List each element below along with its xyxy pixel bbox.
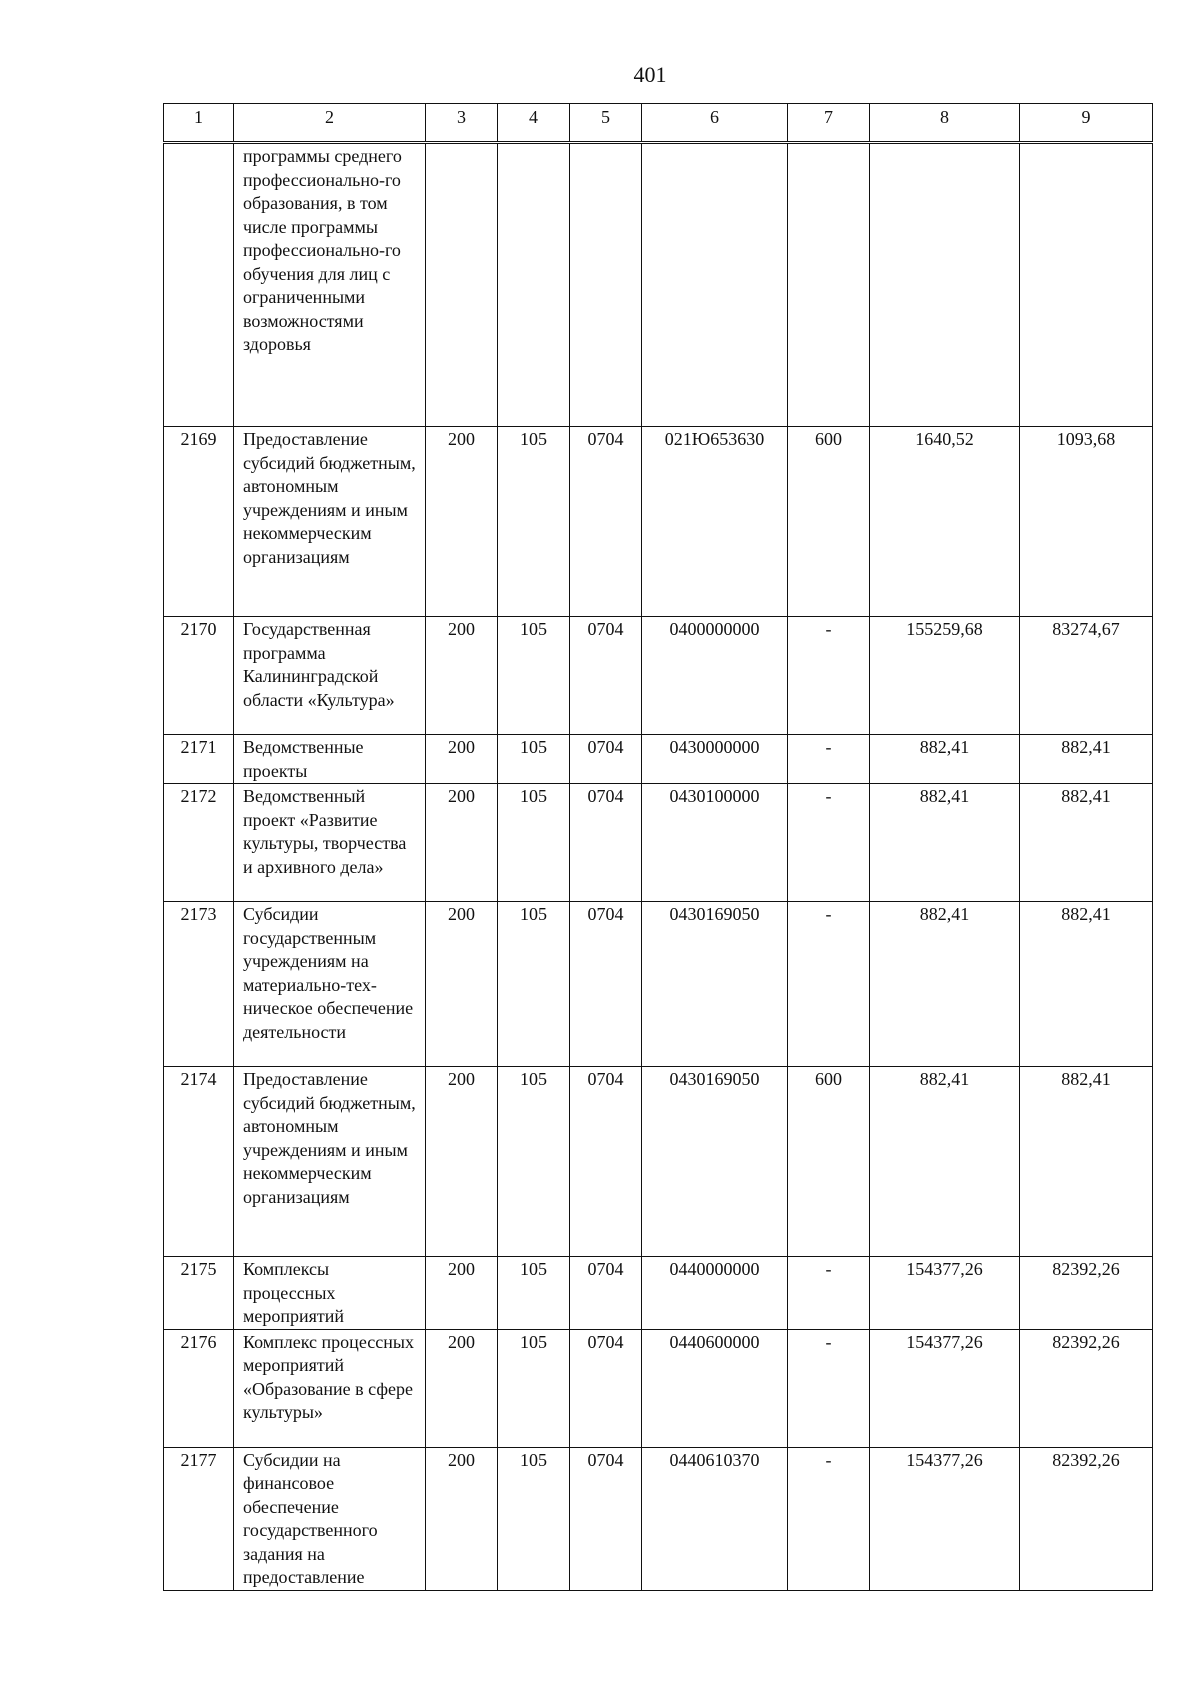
table-row (164, 1447, 1153, 1590)
cell-col5: 0704 (570, 617, 642, 735)
cell-col4: 105 (498, 1257, 570, 1330)
cell-col5 (570, 143, 642, 427)
cell-col8 (870, 143, 1020, 427)
cell-col6: 0430000000 (642, 735, 788, 784)
cell-col5: 0704 (570, 1067, 642, 1257)
cell-col4: 105 (498, 617, 570, 735)
table-row (164, 427, 1153, 617)
cell-col9: 83274,67 (1020, 617, 1153, 735)
table-row (164, 902, 1153, 1067)
cell-col7: - (788, 735, 870, 784)
cell-col5: 0704 (570, 1257, 642, 1330)
row-number: 2173 (164, 902, 234, 1067)
row-number: 2172 (164, 784, 234, 902)
table-row (164, 143, 1153, 427)
table-row (164, 1257, 1153, 1330)
cell-col3: 200 (426, 1447, 498, 1590)
cell-col8: 154377,26 (870, 1257, 1020, 1330)
row-number: 2177 (164, 1447, 234, 1590)
page-number: 401 (633, 62, 667, 87)
column-header: 3 (426, 104, 498, 143)
cell-col6 (642, 143, 788, 427)
row-number (164, 143, 234, 427)
cell-col3: 200 (426, 427, 498, 617)
row-number: 2176 (164, 1329, 234, 1447)
cell-col7: - (788, 1447, 870, 1590)
cell-col8: 155259,68 (870, 617, 1020, 735)
table-row (164, 617, 1153, 735)
cell-col3: 200 (426, 735, 498, 784)
cell-col6: 0430100000 (642, 784, 788, 902)
header-row (164, 104, 1153, 143)
row-description: Субсидии государственным учреждениям на материально-тех-ническое обеспечение деятельности (234, 902, 426, 1067)
row-number: 2169 (164, 427, 234, 617)
cell-col7: 600 (788, 1067, 870, 1257)
cell-col5: 0704 (570, 1329, 642, 1447)
row-description: Комплекс процессных мероприятий «Образование в сфере культуры» (234, 1329, 426, 1447)
row-description: Предоставление субсидий бюджетным, автономным учреждениям и иным некоммерческим организациям (234, 427, 426, 617)
table-row (164, 735, 1153, 784)
cell-col9: 82392,26 (1020, 1257, 1153, 1330)
cell-col7: - (788, 784, 870, 902)
row-description: программы среднего профессионально-го образования, в том числе программы профессионально-го обучения для лиц с ограниченными возможностями здоровья (234, 143, 426, 427)
cell-col3: 200 (426, 1257, 498, 1330)
cell-col4: 105 (498, 784, 570, 902)
row-number: 2171 (164, 735, 234, 784)
cell-col3: 200 (426, 784, 498, 902)
cell-col5: 0704 (570, 902, 642, 1067)
cell-col3: 200 (426, 617, 498, 735)
column-header: 8 (870, 104, 1020, 143)
cell-col5: 0704 (570, 1447, 642, 1590)
cell-col7 (788, 143, 870, 427)
cell-col4 (498, 143, 570, 427)
table-row (164, 784, 1153, 902)
column-header: 1 (164, 104, 234, 143)
cell-col4: 105 (498, 1329, 570, 1447)
cell-col6: 0430169050 (642, 902, 788, 1067)
cell-col8: 154377,26 (870, 1447, 1020, 1590)
cell-col9: 882,41 (1020, 735, 1153, 784)
cell-col9: 882,41 (1020, 1067, 1153, 1257)
cell-col7: - (788, 1329, 870, 1447)
row-description: Комплексы процессных мероприятий (234, 1257, 426, 1330)
cell-col8: 1640,52 (870, 427, 1020, 617)
cell-col7: - (788, 902, 870, 1067)
cell-col8: 882,41 (870, 1067, 1020, 1257)
cell-col5: 0704 (570, 427, 642, 617)
cell-col7: 600 (788, 427, 870, 617)
table-row (164, 1329, 1153, 1447)
column-header: 4 (498, 104, 570, 143)
cell-col3 (426, 143, 498, 427)
cell-col9: 1093,68 (1020, 427, 1153, 617)
table-row (164, 1067, 1153, 1257)
cell-col4: 105 (498, 427, 570, 617)
cell-col3: 200 (426, 1329, 498, 1447)
table-body (164, 143, 1153, 1591)
cell-col8: 882,41 (870, 784, 1020, 902)
cell-col3: 200 (426, 1067, 498, 1257)
cell-col8: 882,41 (870, 902, 1020, 1067)
row-description: Предоставление субсидий бюджетным, автономным учреждениям и иным некоммерческим организациям (234, 1067, 426, 1257)
cell-col4: 105 (498, 1447, 570, 1590)
cell-col9: 882,41 (1020, 902, 1153, 1067)
cell-col7: - (788, 617, 870, 735)
cell-col4: 105 (498, 735, 570, 784)
cell-col6: 0440000000 (642, 1257, 788, 1330)
cell-col4: 105 (498, 1067, 570, 1257)
cell-col9: 82392,26 (1020, 1329, 1153, 1447)
cell-col8: 882,41 (870, 735, 1020, 784)
cell-col8: 154377,26 (870, 1329, 1020, 1447)
cell-col4: 105 (498, 902, 570, 1067)
column-header: 6 (642, 104, 788, 143)
cell-col6: 0400000000 (642, 617, 788, 735)
cell-col9: 82392,26 (1020, 1447, 1153, 1590)
row-description: Государственная программа Калининградской области «Культура» (234, 617, 426, 735)
row-description: Субсидии на финансовое обеспечение государственного задания на предоставление (234, 1447, 426, 1590)
cell-col9 (1020, 143, 1153, 427)
row-description: Ведомственные проекты (234, 735, 426, 784)
cell-col6: 021Ю653630 (642, 427, 788, 617)
row-number: 2175 (164, 1257, 234, 1330)
cell-col5: 0704 (570, 784, 642, 902)
column-header: 7 (788, 104, 870, 143)
cell-col3: 200 (426, 902, 498, 1067)
cell-col7: - (788, 1257, 870, 1330)
row-number: 2174 (164, 1067, 234, 1257)
cell-col9: 882,41 (1020, 784, 1153, 902)
row-description: Ведомственный проект «Развитие культуры, творчества и архивного дела» (234, 784, 426, 902)
column-header: 5 (570, 104, 642, 143)
cell-col5: 0704 (570, 735, 642, 784)
row-number: 2170 (164, 617, 234, 735)
column-header: 2 (234, 104, 426, 143)
budget-table (163, 103, 1153, 1591)
cell-col6: 0430169050 (642, 1067, 788, 1257)
table-header (164, 104, 1153, 143)
cell-col6: 0440610370 (642, 1447, 788, 1590)
cell-col6: 0440600000 (642, 1329, 788, 1447)
column-header: 9 (1020, 104, 1153, 143)
